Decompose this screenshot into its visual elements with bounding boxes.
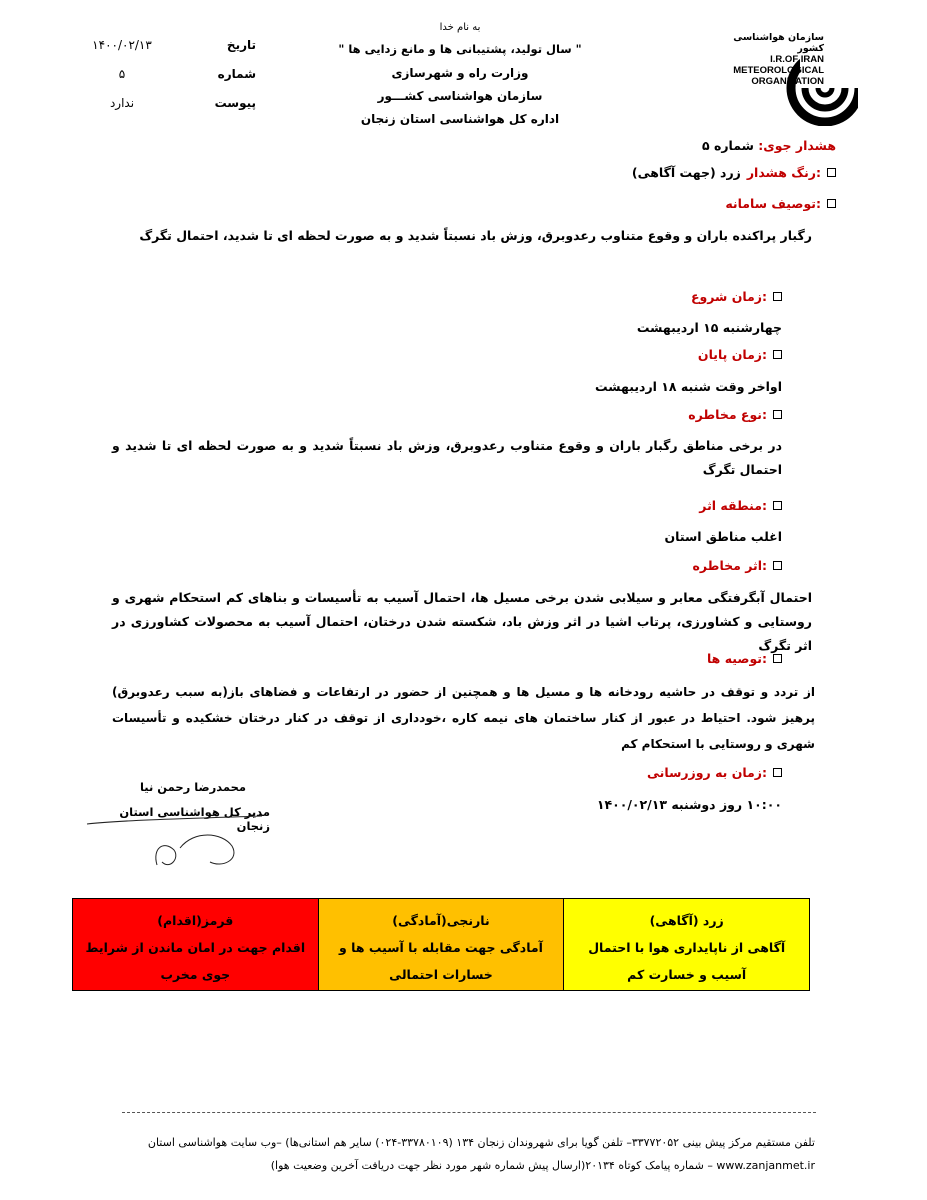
- checkbox-icon: [773, 292, 782, 301]
- checkbox-icon: [773, 501, 782, 510]
- footer-divider: [122, 1112, 816, 1113]
- legend-orange-text: آمادگی جهت مقابله با آسیب ها و خسارات احتمالی: [339, 940, 543, 982]
- area-text: اغلب مناطق استان: [664, 529, 782, 544]
- advice-label: توصیه ها:: [706, 651, 767, 666]
- warning-title-label: هشدار جوی:: [758, 138, 836, 153]
- section-end: [698, 347, 782, 362]
- legend-orange: [318, 899, 564, 990]
- description-text: رگبار پراکنده باران و وقوع متناوب رعدوبرق، وزش باد نسبتاً شدید و به صورت لحظه ای تا شدید، احتمال تگرگ: [139, 228, 812, 243]
- hazard-label: نوع مخاطره:: [688, 407, 767, 422]
- warning-title: [702, 138, 836, 153]
- date-label: تاریخ: [226, 38, 256, 52]
- start-label: زمان شروع:: [690, 289, 767, 304]
- section-color: [632, 165, 836, 180]
- legend-orange-title: نارنجی(آمادگی): [392, 913, 490, 928]
- bismillah: به نام خدا: [439, 22, 481, 33]
- legend-red-title: قرمز(اقدام): [157, 913, 234, 928]
- end-label: زمان پایان:: [697, 347, 767, 362]
- advice-text: از تردد و توقف در حاشیه رودخانه ها و مسیل ها و همچنین از حضور در ارتفاعات و فضاهای باز(به سبب رعدوبرق) پرهیز شود. احتیاط در عبور از کنار ساختمان های نیمه کاره ،خودداری از توقف در کنار درختان خشکیده و تأسیسات شهری و روستایی با استحکام کم: [112, 685, 815, 751]
- logo-text-en-2: METEOROLOGICAL: [733, 65, 824, 76]
- logo-text-fa: سازمان هواشناسی کشور: [733, 32, 824, 54]
- organization-name: سازمان هواشناسی کشـــور: [377, 89, 543, 103]
- section-area: [699, 498, 782, 513]
- legend-yellow-title: زرد (آگاهی): [649, 913, 724, 928]
- year-slogan: " سال تولید، پشتیبانی ها و مانع زدایی ها ": [338, 42, 582, 56]
- attachment-value: ندارد: [109, 96, 135, 110]
- end-text: اواخر وقت شنبه ۱۸ اردیبهشت: [595, 379, 782, 394]
- effect-label: اثر مخاطره:: [692, 558, 767, 573]
- office-name: اداره کل هواشناسی استان زنجان: [360, 112, 560, 126]
- logo-text-en-1: I.R.OF IRAN: [770, 54, 824, 65]
- ministry-name: وزارت راه و شهرسازی: [391, 66, 529, 80]
- warning-title-value: شماره ۵: [701, 138, 754, 153]
- signer-role: مدیر کل هواشناسی استان زنجان: [119, 805, 270, 833]
- logo-text-en-3: ORGANIZATION: [751, 76, 824, 87]
- checkbox-icon: [827, 168, 836, 177]
- update-text: ۱۰:۰۰ روز دوشنبه ۱۴۰۰/۰۲/۱۳: [596, 797, 782, 812]
- color-value: زرد (جهت آگاهی): [631, 165, 741, 180]
- hazard-text: در برخی مناطق رگبار باران و وقوع متناوب رعدوبرق، وزش باد نسبتاً شدید و به صورت لحظه ای تا شدید و احتمال تگرگ: [112, 438, 782, 477]
- number-label: شماره: [217, 67, 256, 81]
- update-label: زمان به روزرسانی:: [647, 765, 767, 780]
- section-advice: [707, 651, 782, 666]
- section-effect: [693, 558, 782, 573]
- section-update: [647, 765, 782, 780]
- checkbox-icon: [827, 199, 836, 208]
- checkbox-icon: [773, 561, 782, 570]
- checkbox-icon: [773, 410, 782, 419]
- checkbox-icon: [773, 654, 782, 663]
- signer-name: محمدرضا رحمن نیا: [139, 780, 247, 794]
- signature-graphic: [82, 810, 272, 890]
- description-label: توصیف سامانه:: [725, 196, 821, 211]
- color-label: رنگ هشدار:: [746, 165, 821, 180]
- checkbox-icon: [773, 768, 782, 777]
- section-start: [691, 289, 782, 304]
- warning-color-legend: [72, 898, 810, 991]
- area-label: منطقه اثر:: [699, 498, 767, 513]
- legend-yellow: [563, 899, 809, 990]
- footer-line-2: www.zanjanmet.ir – شماره پیامک کوتاه ۲۰۱۳۴(ارسال پیش شماره شهر مورد نظر جهت دریافت آخرین وضعیت هوا): [270, 1159, 815, 1172]
- legend-yellow-text: آگاهی از ناپایداری هوا با احتمال آسیب و خسارت کم: [588, 940, 786, 982]
- footer-line-1: تلفن مستقیم مرکز پیش بینی ۳۳۷۷۲۰۵۲– تلفن گویا برای شهروندان زنجان ۱۳۴ (۳۳۷۸۰۱۰۹-۰۲۴) سایر هم استانی‌ها) –وب سایت هواشناسی استان: [147, 1136, 815, 1149]
- section-description: [725, 196, 836, 211]
- section-hazard: [688, 407, 782, 422]
- number-value: ۵: [118, 67, 126, 81]
- effect-text: احتمال آبگرفتگی معابر و سیلابی شدن برخی مسیل ها، احتمال آسیب به تأسیسات و بناهای کم استحکام شهری و روستایی و کشاورزی، پرتاب اشیا در اثر وزش باد، شکسته شدن درختان، احتمال آسیب به محصولات کشاورزی در اثر تگرگ: [112, 590, 812, 653]
- start-text: چهارشنبه ۱۵ اردیبهشت: [636, 320, 782, 335]
- attachment-label: پیوست: [214, 96, 256, 110]
- signature-icon: [82, 810, 272, 890]
- logo-text: [712, 32, 824, 87]
- checkbox-icon: [773, 350, 782, 359]
- legend-red: [73, 899, 318, 990]
- date-value: ۱۴۰۰/۰۲/۱۳: [92, 38, 152, 52]
- legend-red-text: اقدام جهت در امان ماندن از شرایط جوی مخرب: [85, 940, 306, 982]
